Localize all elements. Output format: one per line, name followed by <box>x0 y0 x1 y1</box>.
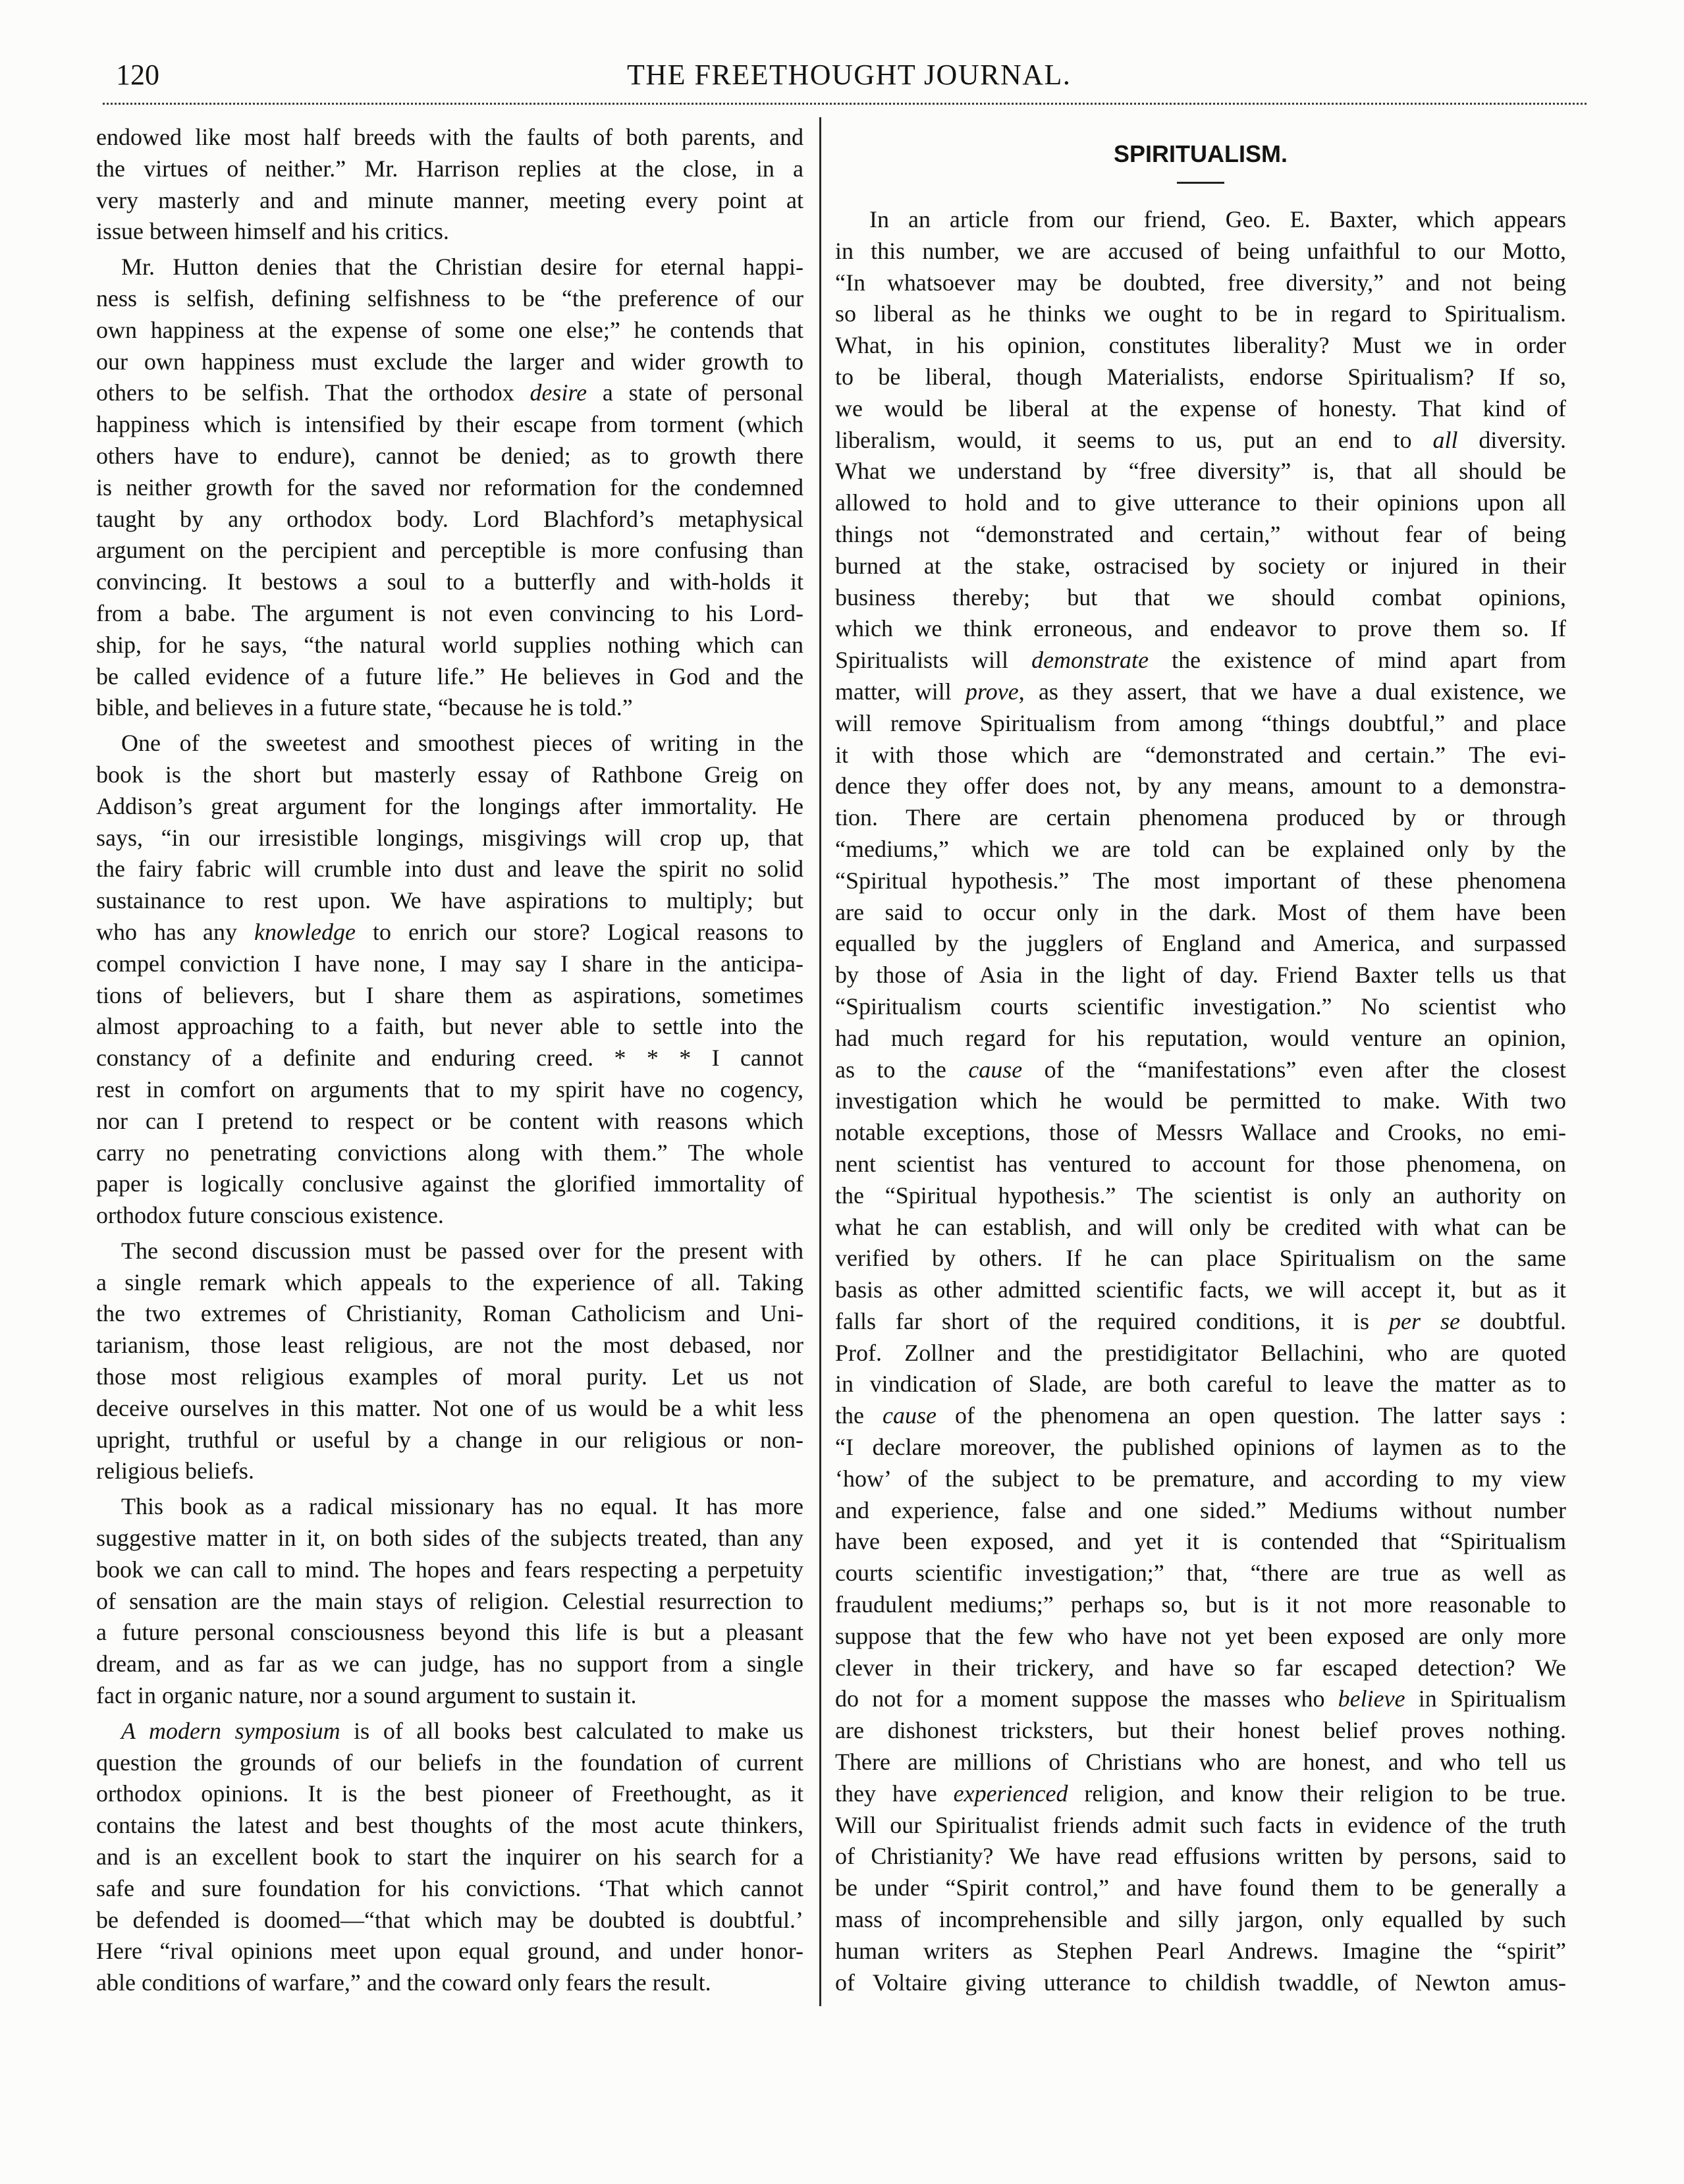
text-line: investigation which he would be permitted to make. With two <box>835 1087 1566 1114</box>
left-column <box>96 122 803 1999</box>
text-line: safe and sure foundation for his convictions. ‘That which cannot <box>96 1874 803 1901</box>
text-run: the <box>835 1402 883 1429</box>
text-line: “mediums,” which we are told can be explained only by the <box>835 835 1566 862</box>
text-run: others to be selfish. That the orthodox <box>96 379 530 406</box>
italic-text: cause <box>882 1402 937 1429</box>
text-line: a single remark which appeals to the experience of all. Taking <box>96 1269 803 1296</box>
text-line: tions of believers, but I share them as aspirations, sometimes <box>96 981 803 1008</box>
text-line: and is an excellent book to start the inquirer on his search for a <box>96 1843 803 1870</box>
text-line: What we understand by “free diversity” is, that all should be <box>835 458 1566 485</box>
text-line <box>96 1716 803 1747</box>
text-line: the fairy fabric will crumble into dust and leave the spirit no solid <box>96 856 803 883</box>
text-line: What, in his opinion, constitutes liberality? Must we in order <box>835 332 1566 359</box>
text-line: book we can call to mind. The hopes and fears respecting a perpetuity <box>96 1556 803 1583</box>
paragraph <box>96 122 803 248</box>
text-run: the existence of mind apart from <box>1149 647 1566 674</box>
italic-text: prove <box>965 678 1019 705</box>
italic-text: desire <box>530 379 587 406</box>
text-line: able conditions of warfare,” and the coward only fears the result. <box>96 1969 711 1996</box>
text-run: do not for a moment suppose the masses who <box>835 1685 1338 1712</box>
text-run: as to the <box>835 1056 969 1083</box>
text-line: taught by any orthodox body. Lord Blachford’s metaphysical <box>96 505 803 532</box>
text-line: almost approaching to a faith, but never able to settle into the <box>96 1013 803 1040</box>
text-line: “Spiritual hypothesis.” The most important of these phenomena <box>835 867 1566 894</box>
text-line <box>835 425 1566 456</box>
text-line: ‘how’ of the subject to be premature, and according to my view <box>835 1465 1566 1492</box>
column-divider <box>819 117 821 2006</box>
text-line: had much regard for his reputation, would venture an opinion, <box>835 1024 1566 1051</box>
text-line: from a babe. The argument is not even convincing to his Lord- <box>96 599 803 626</box>
text-line: sustainance to rest upon. We have aspirations to multiply; but <box>96 887 803 914</box>
text-line: be under “Spirit control,” and have found them to be generally a <box>835 1874 1566 1901</box>
text-line: basis as other admitted scientific facts, we will accept it, but as it <box>835 1276 1566 1303</box>
paragraph <box>96 1716 803 1999</box>
italic-text: per se <box>1388 1307 1460 1334</box>
text-line: notable exceptions, those of Messrs Wallace and Crooks, no emi- <box>835 1119 1566 1146</box>
text-line <box>835 645 1566 676</box>
text-line: in this number, we are accused of being unfaithful to our Motto, <box>835 237 1566 264</box>
paragraph <box>835 204 1566 1998</box>
header-rule <box>103 103 1587 105</box>
italic-text: demonstrate <box>1031 647 1149 674</box>
text-line: orthodox opinions. It is the best pioneer of Freethought, as it <box>96 1780 803 1807</box>
italic-text: A modern symposium <box>121 1717 340 1744</box>
page-number: 120 <box>116 59 159 91</box>
text-line: in vindication of Slade, are both careful to leave the matter as to <box>835 1371 1566 1398</box>
italic-text: knowledge <box>254 918 356 945</box>
text-line: carry no penetrating convictions along with them.” The whole <box>96 1139 803 1166</box>
text-line: Will our Spiritualist friends admit such facts in evidence of the truth <box>835 1811 1566 1838</box>
text-line: business thereby; but that we should combat opinions, <box>835 584 1566 611</box>
text-line: is neither growth for the saved nor reformation for the condemned <box>96 474 803 501</box>
text-line: by those of Asia in the light of day. Friend Baxter tells us that <box>835 962 1566 989</box>
text-line: says, “in our irresistible longings, misgivings will crop up, that <box>96 824 803 851</box>
text-line: so liberal as he thinks we ought to be in regard to Spiritualism. <box>835 300 1566 327</box>
text-line: nent scientist has ventured to account for those phenomena, on <box>835 1150 1566 1177</box>
text-line: Prof. Zollner and the prestidigitator Bellachini, who are quoted <box>835 1339 1566 1366</box>
journal-title: THE FREETHOUGHT JOURNAL. <box>627 59 1072 91</box>
text-line: tion. There are certain phenomena produced by or through <box>835 804 1566 831</box>
text-line <box>835 676 1566 708</box>
text-line: a future personal consciousness beyond this life is but a pleasant <box>96 1619 803 1646</box>
text-line: what he can establish, and will only be credited with what can be <box>835 1213 1566 1240</box>
text-line: of Christianity? We have read effusions written by persons, said to <box>835 1843 1566 1870</box>
text-line: be called evidence of a future life.” He believes in God and the <box>96 663 803 690</box>
text-line: fraudulent mediums;” perhaps so, but is it not more reasonable to <box>835 1591 1566 1618</box>
text-line: Addison’s great argument for the longings after immortality. He <box>96 792 803 819</box>
text-line: things not “demonstrated and certain,” without fear of being <box>835 520 1566 547</box>
text-line: Here “rival opinions meet upon equal ground, and under honor- <box>96 1938 803 1965</box>
text-run: matter, will <box>835 678 966 705</box>
text-line <box>96 917 803 948</box>
text-run: a state of personal <box>587 379 803 406</box>
text-line: dence they offer does not, by any means, amount to a demonstra- <box>835 773 1566 800</box>
italic-text: cause <box>968 1056 1023 1083</box>
text-line: religious beliefs. <box>96 1458 254 1485</box>
text-line: which we think erroneous, and endeavor to prove them so. If <box>835 615 1566 642</box>
paragraph <box>96 728 803 1232</box>
text-run: in Spiritualism <box>1405 1685 1566 1712</box>
text-line: endowed like most half breeds with the faults of both parents, and <box>96 124 803 150</box>
text-run: they have <box>835 1780 954 1807</box>
text-line: compel conviction I have none, I may say I share in the anticipa- <box>96 950 803 977</box>
text-line: verified by others. If he can place Spiritualism on the same <box>835 1245 1566 1272</box>
text-line: Mr. Hutton denies that the Christian desire for eternal happi- <box>121 254 803 281</box>
text-line <box>835 1306 1566 1338</box>
text-line: very masterly and and minute manner, meeting every point at <box>96 186 803 213</box>
text-line: ness is selfish, defining selfishness to be “the preference of our <box>96 285 803 312</box>
text-run: is of all books best calculated to make us <box>340 1717 803 1744</box>
text-line: orthodox future conscious existence. <box>96 1202 444 1229</box>
text-line: of sensation are the main stays of religion. Celestial resurrection to <box>96 1587 803 1614</box>
text-line: clever in their trickery, and have so far escaped detection? We <box>835 1654 1566 1681</box>
text-line: “I declare moreover, the published opinions of laymen as to the <box>835 1434 1566 1461</box>
text-line: constancy of a definite and enduring creed. * * * I cannot <box>96 1045 803 1072</box>
italic-text: believe <box>1338 1685 1405 1712</box>
text-line: burned at the stake, ostracised by society or injured in their <box>835 552 1566 579</box>
text-line: nor can I pretend to respect or be content with reasons which <box>96 1107 803 1134</box>
text-line: of Voltaire giving utterance to childish twaddle, of Newton amus- <box>835 1969 1566 1996</box>
text-run: diversity. <box>1457 426 1566 453</box>
text-run: of the “manifestations” even after the closest <box>1022 1056 1566 1083</box>
text-line: issue between himself and his critics. <box>96 218 449 245</box>
text-line: have been exposed, and yet it is contended that “Spiritualism <box>835 1528 1566 1555</box>
text-line: others have to endure), cannot be denied; as to growth there <box>96 442 803 469</box>
text-line: suppose that the few who have not yet been exposed are only more <box>835 1622 1566 1649</box>
text-line: paper is logically conclusive against the glorified immortality of <box>96 1170 803 1197</box>
italic-text: experienced <box>953 1780 1068 1807</box>
text-line: deceive ourselves in this matter. Not one of us would be a whit less <box>96 1394 803 1421</box>
text-line: we would be liberal at the expense of honesty. That kind of <box>835 395 1566 422</box>
text-run: religion, and know their religion to be true. <box>1068 1780 1567 1807</box>
text-line: This book as a radical missionary has no equal. It has more <box>121 1493 803 1520</box>
text-line <box>835 1683 1566 1715</box>
text-run: doubtful. <box>1459 1307 1566 1334</box>
text-run: , as they assert, that we have a dual existence, we <box>1018 678 1567 705</box>
text-line: book is the short but masterly essay of Rathbone Greig on <box>96 761 803 788</box>
paragraph <box>96 252 803 724</box>
text-line: allowed to hold and to give utterance to their opinions upon all <box>835 489 1566 516</box>
text-line: courts scientific investigation;” that, “there are true as well as <box>835 1560 1566 1587</box>
heading-rule <box>1177 182 1224 184</box>
article-heading: SPIRITUALISM. <box>1113 140 1288 167</box>
text-line: ship, for he says, “the natural world supplies nothing which can <box>96 631 803 658</box>
text-line: fact in organic nature, nor a sound argument to sustain it. <box>96 1682 637 1709</box>
text-line <box>835 1054 1566 1086</box>
text-run: of the phenomena an open question. The latter says : <box>936 1402 1567 1429</box>
text-line: those most religious examples of moral purity. Let us not <box>96 1363 803 1390</box>
text-line: it with those which are “demonstrated and certain.” The evi- <box>835 741 1566 768</box>
text-line: the “Spiritual hypothesis.” The scientist is only an authority on <box>835 1182 1566 1209</box>
text-line: tarianism, those least religious, are not the most debased, nor <box>96 1332 803 1359</box>
text-run: to enrich our store? Logical reasons to <box>356 918 803 945</box>
text-line: contains the latest and best thoughts of the most acute thinkers, <box>96 1812 803 1839</box>
text-line: and experience, false and one sided.” Mediums without number <box>835 1496 1566 1523</box>
text-line: dream, and as far as we can judge, has no support from a single <box>96 1651 803 1678</box>
text-line <box>835 1778 1566 1810</box>
italic-text: all <box>1432 426 1458 453</box>
paragraph <box>96 1491 803 1712</box>
text-line: human writers as Stephen Pearl Andrews. Imagine the “spirit” <box>835 1937 1566 1964</box>
text-line: One of the sweetest and smoothest pieces of writing in the <box>121 730 803 757</box>
text-line: The second discussion must be passed over for the present with <box>121 1237 803 1264</box>
text-line: our own happiness must exclude the larger and wider growth to <box>96 348 803 375</box>
text-line: There are millions of Christians who are honest, and who tell us <box>835 1749 1566 1776</box>
text-line: rest in comfort on arguments that to my spirit have no cogency, <box>96 1076 803 1103</box>
text-line: the virtues of neither.” Mr. Harrison replies at the close, in a <box>96 155 803 182</box>
text-line: will remove Spiritualism from among “things doubtful,” and place <box>835 709 1566 736</box>
text-line: equalled by the jugglers of England and America, and surpassed <box>835 930 1566 957</box>
right-column <box>835 204 1566 1998</box>
text-run: Spiritualists will <box>835 647 1032 674</box>
text-line: “In whatsoever may be doubted, free diversity,” and not being <box>835 269 1566 296</box>
text-line: suggestive matter in it, on both sides of the subjects treated, than any <box>96 1525 803 1552</box>
text-line: mass of incomprehensible and silly jargon, only equalled by such <box>835 1906 1566 1933</box>
text-line: are said to occur only in the dark. Most of them have been <box>835 898 1566 925</box>
text-line: the two extremes of Christianity, Roman Catholicism and Uni- <box>96 1300 803 1327</box>
text-line: happiness which is intensified by their escape from torment (which <box>96 411 803 438</box>
text-run: liberalism, would, it seems to us, put an end to <box>835 426 1433 453</box>
text-line <box>835 1400 1566 1432</box>
text-run: falls far short of the required conditions, it is <box>835 1307 1389 1334</box>
text-line: be defended is doomed—“that which may be doubted is doubtful.’ <box>96 1906 803 1933</box>
text-line: “Spiritualism courts scientific investigation.” No scientist who <box>835 993 1566 1020</box>
text-line: In an article from our friend, Geo. E. Baxter, which appears <box>869 206 1566 232</box>
text-line: bible, and believes in a future state, “because he is told.” <box>96 694 633 721</box>
text-line: upright, truthful or useful by a change in our religious or non- <box>96 1426 803 1453</box>
paragraph <box>96 1236 803 1487</box>
text-line: to be liberal, though Materialists, endorse Spiritualism? If so, <box>835 363 1566 390</box>
text-line: are dishonest tricksters, but their honest belief proves nothing. <box>835 1717 1566 1744</box>
text-line: question the grounds of our beliefs in the foundation of current <box>96 1749 803 1776</box>
text-line <box>96 377 803 409</box>
text-line: own happiness at the expense of some one else;” he contends that <box>96 316 803 343</box>
text-line: argument on the percipient and perceptible is more confusing than <box>96 537 803 564</box>
text-run: who has any <box>96 918 255 945</box>
text-line: convincing. It bestows a soul to a butterfly and with-holds it <box>96 568 803 595</box>
